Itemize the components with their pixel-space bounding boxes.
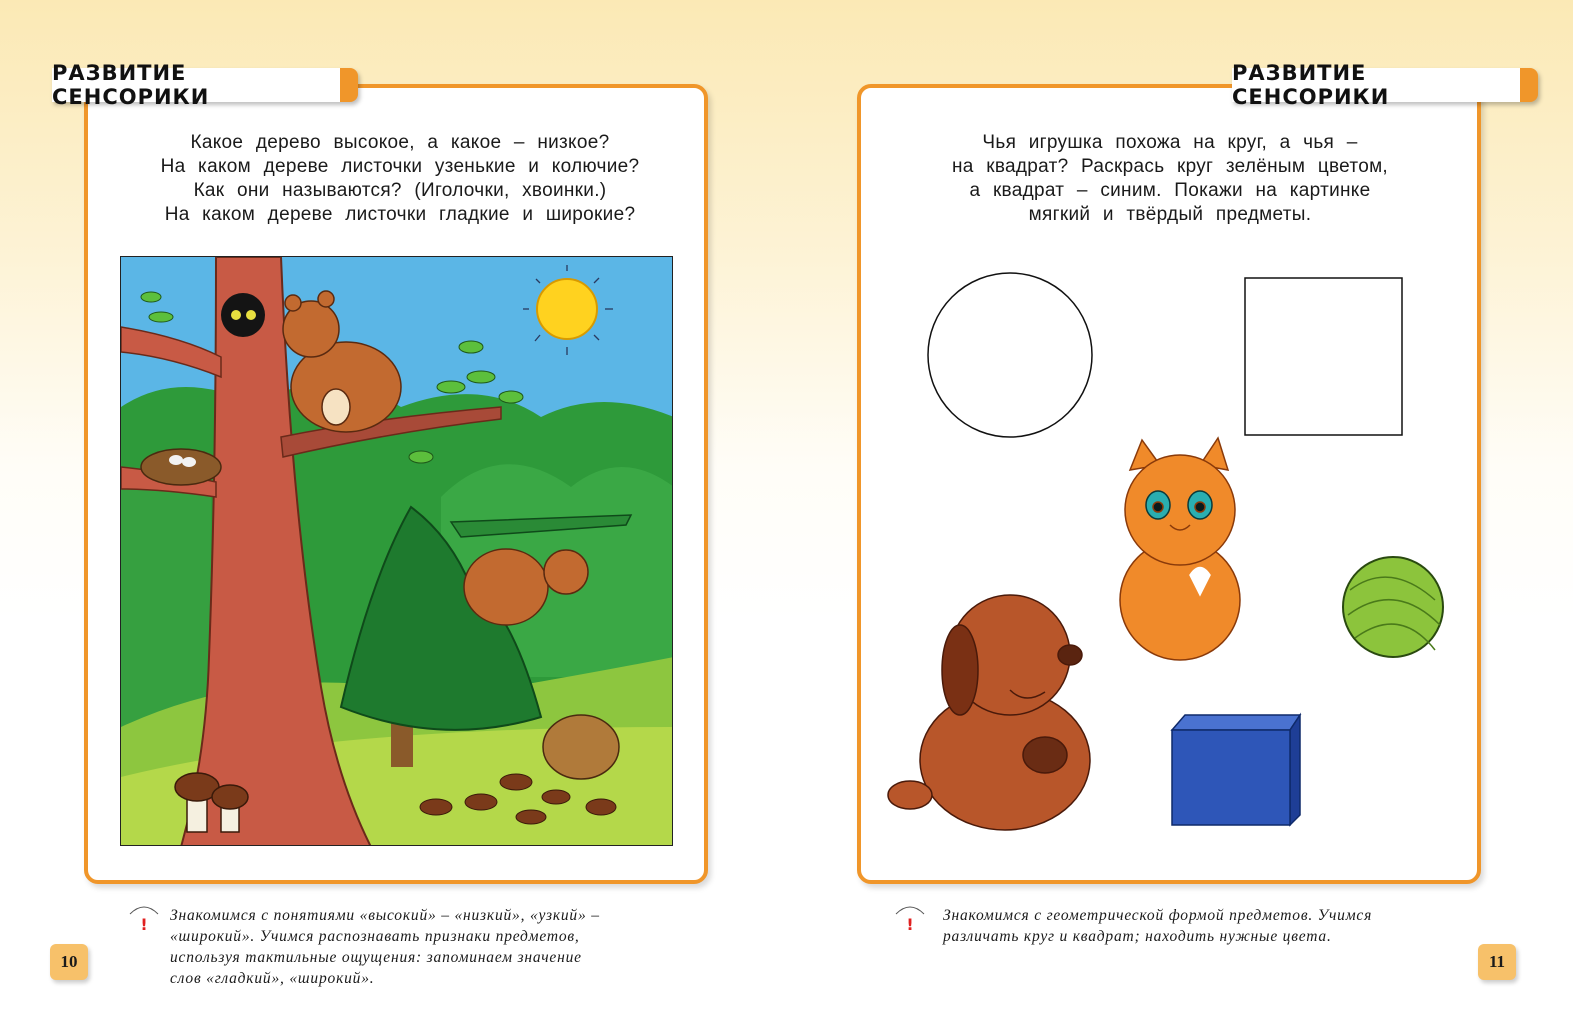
bush: [121, 474, 211, 737]
note-line: используя тактильные ощущения: запоминаем значение: [170, 949, 582, 966]
forest-illustration: [120, 256, 673, 846]
note-line: различать круг и квадрат; находить нужные цвета.: [943, 928, 1332, 945]
kitten-toy: [1120, 438, 1240, 660]
instruction-line: Как они называются? (Иголочки, хвоинки.): [193, 180, 607, 201]
coloring-square[interactable]: [1245, 278, 1402, 435]
page-number-left: 10: [50, 944, 88, 980]
left-adult-note: [170, 905, 680, 989]
note-line: Знакомимся с геометрической формой предметов. Учимся: [943, 907, 1373, 924]
note-line: Знакомимся с понятиями «высокий» – «низкий», «узкий» –: [170, 907, 600, 924]
right-adult-note: [943, 905, 1463, 947]
note-line: «широкий». Учимся распознавать признаки предметов,: [170, 928, 580, 945]
instruction-line: Чья игрушка похожа на круг, а чья –: [982, 132, 1358, 153]
page-number-right: 11: [1478, 944, 1516, 980]
coloring-circle[interactable]: [928, 273, 1092, 437]
puppy-toy: [888, 595, 1090, 830]
yarn-ball-toy: [1343, 557, 1443, 657]
shapes-and-toys: [860, 260, 1480, 870]
cube-toy: [1172, 715, 1300, 825]
svg-text:!: !: [906, 915, 914, 932]
right-section-title: РАЗВИТИЕ СЕНСОРИКИ: [1232, 68, 1538, 102]
instruction-line: на квадрат? Раскрась круг зелёным цветом,: [951, 156, 1389, 177]
left-instructions: [100, 131, 700, 227]
nest: [141, 449, 221, 485]
basket: [543, 715, 619, 779]
instruction-line: а квадрат – синим. Покажи на картинке: [969, 180, 1371, 201]
svg-text:!: !: [140, 915, 148, 932]
instruction-line: На каком дереве листочки узенькие и колючие?: [160, 156, 640, 177]
right-instructions: [875, 131, 1465, 227]
note-line: слов «гладкий», «широкий».: [170, 970, 375, 987]
instruction-line: мягкий и твёрдый предметы.: [1028, 204, 1312, 225]
adult-note-icon: [126, 900, 162, 932]
left-section-title: РАЗВИТИЕ СЕНСОРИКИ: [52, 68, 358, 102]
instruction-line: Какое дерево высокое, а какое – низкое?: [190, 132, 610, 153]
adult-note-icon: [892, 900, 928, 932]
instruction-line: На каком дереве листочки гладкие и широкие?: [164, 204, 636, 225]
